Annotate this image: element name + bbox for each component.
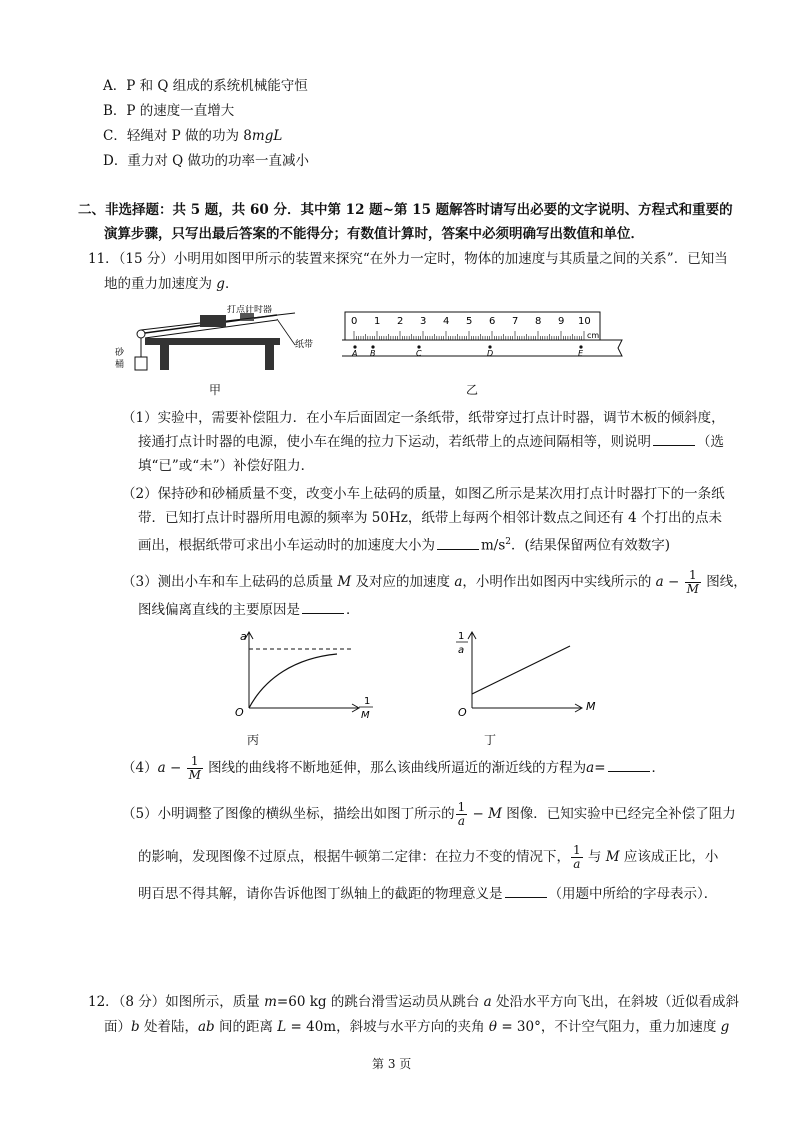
q11-p3-a2: a (655, 574, 664, 590)
q11-p4-minus: − (165, 760, 186, 776)
sand-label-2: 桶 (115, 360, 125, 370)
q12-a: a (483, 994, 492, 1010)
section2-heading-line2: 演算步骤，只写出最后答案的不能得分；有数值计算时，答案中必须明确写出数值和单位． (104, 226, 644, 242)
pulley (137, 330, 145, 338)
q11-p3-end: ． (346, 602, 360, 618)
q11-p4 (122, 753, 665, 783)
q11-p3-line1 (122, 567, 747, 597)
frac-numerator: 1 (187, 755, 203, 769)
ding-origin: O (458, 706, 467, 719)
q11-p5-tail2: 应该成正比，小 (619, 849, 719, 865)
q11-intro-line1: 11．（15 分）小明用如图甲所示的装置来探究“在外力一定时，物体的加速度与其质量之间的关系”．已知当 (88, 251, 728, 267)
bing-origin: O (235, 706, 244, 719)
frac-numerator: 1 (685, 569, 701, 583)
q11-p5-text3: 明百思不得其解，请你告诉他图丁纵轴上的截距的物理意义是 (138, 886, 503, 902)
frac-denominator: a (573, 857, 581, 871)
q11-p5-text2: 的影响，发现图像不过原点，根据牛顿第二定律：在拉力不变的情况下， (138, 849, 570, 865)
q11-p5-end: （用题中所给的字母表示）． (548, 886, 718, 902)
option-c-text: C．轻绳对 P 做的功为 8 (103, 128, 252, 144)
ding-y-num: 1 (458, 631, 465, 642)
q11-p3-mid: 及对应的加速度 (351, 574, 455, 590)
fraction-one-over-a (456, 801, 468, 828)
q11-p5-text: （5）小明调整了图像的横纵坐标，描绘出如图丁所示的 (122, 806, 455, 822)
option-c (103, 126, 282, 146)
q11-intro-text: 地的重力加速度为 (104, 276, 217, 292)
ruler-number: 8 (535, 316, 542, 327)
ding-x-label: M (586, 700, 596, 713)
bing-x-den: M (361, 710, 370, 721)
option-d: D．重力对 Q 做功的功率一直减小 (103, 153, 309, 169)
q11-p3-tail: 图线， (701, 574, 747, 590)
q11-p5-line3 (138, 884, 717, 904)
q11-p2-line1: （2）保持砂和砂桶质量不变，改变小车上砝码的质量，如图乙所示是某次用打点计时器打下的一条纸 (122, 486, 725, 502)
figure-ding-graph (448, 628, 608, 723)
figure-yi-caption: 乙 (466, 383, 479, 397)
ruler-number: 7 (512, 316, 519, 327)
frac-numerator: 1 (573, 843, 581, 857)
fraction-one-over-a-2 (571, 844, 583, 871)
ruler-number: 9 (558, 316, 565, 327)
q11-p3-text2: 图线偏离直线的主要原因是 (138, 602, 300, 618)
answer-blank-1[interactable] (653, 433, 695, 446)
q11-p2-line3 (138, 532, 670, 556)
q11-p3-mid2: ，小明作出如图丙中实线所示的 (462, 574, 656, 590)
q11-p2-line2: 带．已知打点计时器所用电源的频率为 50Hz，纸带上每两个相邻计数点之间还有 4 个打出的点未 (138, 510, 723, 526)
ding-line (472, 646, 570, 694)
tape-point-label: D (487, 349, 494, 358)
q12-theta: θ (488, 1019, 498, 1035)
q12-line2 (104, 1017, 729, 1037)
q11-p2-unit: m/s (481, 537, 506, 554)
q11-p1-line2 (138, 432, 724, 452)
q12-text4: 面） (104, 1019, 131, 1035)
q11-p3-a: a (454, 574, 463, 590)
q12-m: m (264, 994, 277, 1010)
q11-intro-line2 (104, 274, 238, 294)
answer-blank-2[interactable] (437, 537, 479, 550)
ding-y-den: a (458, 645, 465, 656)
option-c-math: mgL (251, 128, 283, 144)
cart (200, 315, 226, 327)
q11-p5-M: M (488, 806, 502, 822)
ruler-unit: cm (587, 331, 600, 340)
q11-p3-text: （3）测出小车和车上砝码的总质量 (122, 574, 338, 590)
q11-p1-line3: 填“已”或“未”）补偿好阻力． (138, 458, 315, 474)
tape-point-label: C (416, 349, 422, 358)
ruler-number: 10 (578, 316, 591, 327)
q12-text3: 处沿水平方向飞出，在斜坡（近似看成斜 (491, 994, 739, 1010)
ruler-number: 2 (397, 316, 404, 327)
frac-denominator: M (686, 582, 699, 596)
q11-p5-line2 (138, 842, 718, 872)
q11-p4-eq: a= (586, 760, 606, 776)
ruler-number: 0 (351, 316, 358, 327)
q11-intro-g: g (216, 276, 225, 292)
q11-p4-end: ． (651, 760, 666, 776)
q11-p5-M2: M (605, 849, 620, 865)
bing-curve (249, 654, 337, 708)
tape-point-label: B (370, 349, 376, 358)
q11-p5-line1 (122, 799, 736, 829)
q11-p2-text: 画出，根据纸带可求出小车运动时的加速度大小为 (138, 537, 435, 554)
q11-p1-line1: （1）实验中，需要补偿阻力．在小车后面固定一条纸带，纸带穿过打点计时器，调节木板的倾斜度， (122, 410, 725, 426)
q12-text1: 12．（8 分）如图所示，质量 (88, 994, 265, 1010)
timer-label: 打点计时器 (227, 305, 273, 315)
figure-bing-caption: 丙 (247, 733, 260, 747)
frac-denominator: a (457, 814, 465, 828)
option-a: A．P 和 Q 组成的系统机械能守恒 (103, 78, 308, 94)
q11-p5-minus: − (468, 806, 489, 822)
ruler-number: 1 (374, 316, 381, 327)
q12-g: g (720, 1019, 730, 1035)
figure-ruler-tape (340, 310, 630, 365)
tape-point-label: E (578, 349, 584, 358)
q12-b: b (131, 1019, 140, 1035)
q12-line1 (88, 992, 739, 1012)
q11-p5-tail: 图像．已知实验中已经完全补偿了阻力 (501, 806, 736, 822)
ruler-number: 5 (466, 316, 473, 327)
option-b: B．P 的速度一直增大 (103, 103, 235, 119)
sand-label-1: 砂 (115, 348, 125, 358)
table-leg-right (265, 345, 274, 370)
q11-p4-a: a (157, 760, 166, 776)
page-number: 第 3 页 (372, 1057, 412, 1071)
bing-x-num: 1 (364, 696, 371, 707)
q12-text5: 处着陆， (139, 1019, 198, 1035)
ruler-number: 4 (443, 316, 450, 327)
q12-text6: 间的距离 (214, 1019, 278, 1035)
answer-blank-4[interactable] (608, 759, 650, 772)
q12-L: L (277, 1019, 287, 1035)
q11-p4-text: 图线的曲线将不断地延伸，那么该曲线所逼近的渐近线的方程为 (203, 760, 587, 776)
figure-jia-caption: 甲 (209, 383, 222, 397)
fraction-one-over-M (685, 569, 701, 596)
q12-ab: ab (197, 1019, 215, 1035)
q12-text7: = 40m，斜坡与水平方向的夹角 (286, 1019, 489, 1035)
q11-p3-minus: − (663, 574, 684, 590)
q11-p2-tail: ．(结果保留两位有效数字) (511, 537, 671, 554)
q11-p1-tail: （选 (697, 434, 724, 450)
answer-blank-3[interactable] (302, 601, 344, 614)
figure-ding-caption: 丁 (484, 733, 497, 747)
tape-label: 纸带 (295, 340, 314, 350)
q11-p2-unit-exp: 2 (505, 537, 512, 547)
q11-p5-mid: 与 (583, 849, 606, 865)
figure-bing-graph (225, 628, 385, 723)
table-leg-left (160, 345, 169, 370)
q12-text2: =60 kg 的跳台滑雪运动员从跳台 (276, 994, 484, 1010)
sand-bucket (135, 357, 147, 370)
q11-p3-M: M (337, 574, 352, 590)
q11-p4-prefix: （4） (122, 760, 158, 776)
q11-intro-end: ． (224, 276, 239, 292)
tape-point-label: A (352, 349, 358, 358)
bing-y-label: a (240, 630, 247, 643)
frac-denominator: M (188, 768, 201, 782)
q12-text8: = 30°，不计空气阻力，重力加速度 (497, 1019, 721, 1035)
q11-p3-line2 (138, 600, 360, 620)
fraction-one-over-M-2 (187, 755, 203, 782)
figure-apparatus (105, 305, 320, 375)
ruler-number: 6 (489, 316, 496, 327)
section2-heading-line1: 二、非选择题：共 5 题，共 60 分．其中第 12 题~第 15 题解答时请写出必要的文字说明、方程式和重要的 (78, 202, 733, 218)
q11-p1-text: 接通打点计时器的电源，使小车在绳的拉力下运动，若纸带上的点迹间隔相等，则说明 (138, 434, 651, 450)
answer-blank-5[interactable] (505, 885, 547, 898)
frac-numerator: 1 (457, 800, 466, 814)
ruler-number: 3 (420, 316, 427, 327)
table-top (145, 338, 280, 345)
